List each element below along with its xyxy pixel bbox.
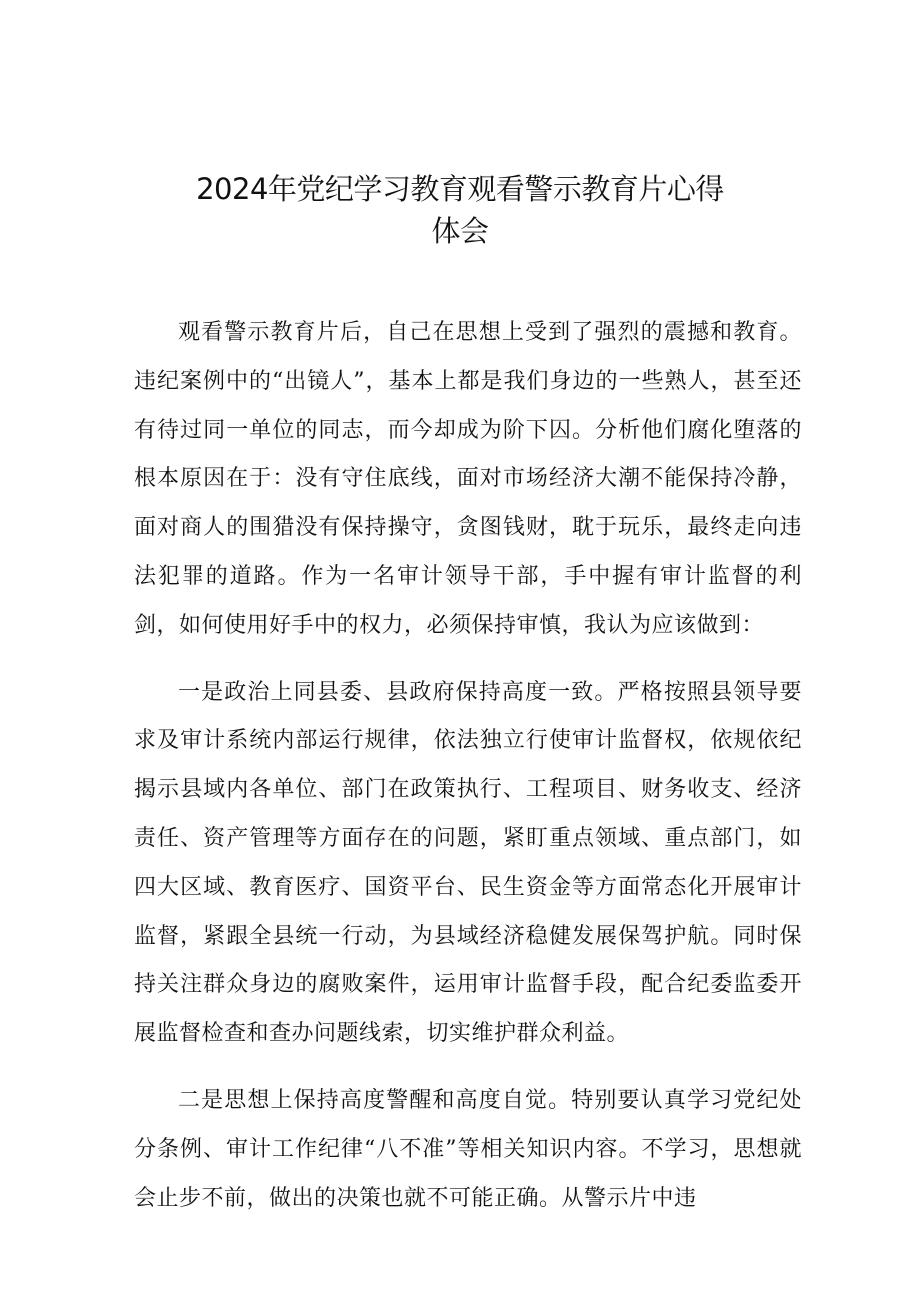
paragraph-ideological-vigilance: 二是思想上保持高度警醒和高度自觉。特别要认真学习党纪处分条例、审计工作纪律“八不准”等相关知识内容。不学习，思想就会止步不前，做出的决策也就不可能正确。从警示片中违 [134,1087,802,1211]
document-title-line-1: 2024年党纪学习教育观看警示教育片心得 [196,172,724,206]
document-title-line-2: 体会 [431,214,489,248]
document-body [134,309,802,1223]
document-title [120,168,800,252]
paragraph-political-alignment: 一是政治上同县委、县政府保持高度一致。严格按照县领导要求及审计系统内部运行规律，依法独立行使审计监督权，依规依纪揭示县域内各单位、部门在政策执行、工程项目、财务收支、经济责任、资产管理等方面存在的问题，紧盯重点领域、重点部门，如四大区域、教育医疗、国资平台、民生资金等方面常态化开展审计监督，紧跟全县统一行动，为县域经济稳健发展保驾护航。同时保持关注群众身边的腐败案件，运用审计监督手段，配合纪委监委开展监督检查和查办问题线索，切实维护群众利益。 [134,679,802,1047]
paragraph-intro: 观看警示教育片后，自己在思想上受到了强烈的震撼和教育。违纪案例中的“出镜人”，基本上都是我们身边的一些熟人，甚至还有待过同一单位的同志，而今却成为阶下囚。分析他们腐化堕落的根本原因在于：没有守住底线，面对市场经济大潮不能保持冷静，面对商人的围猎没有保持操守，贪图钱财，耽于玩乐，最终走向违法犯罪的道路。作为一名审计领导干部，手中握有审计监督的利剑，如何使用好手中的权力，必须保持审慎，我认为应该做到： [134,320,802,638]
